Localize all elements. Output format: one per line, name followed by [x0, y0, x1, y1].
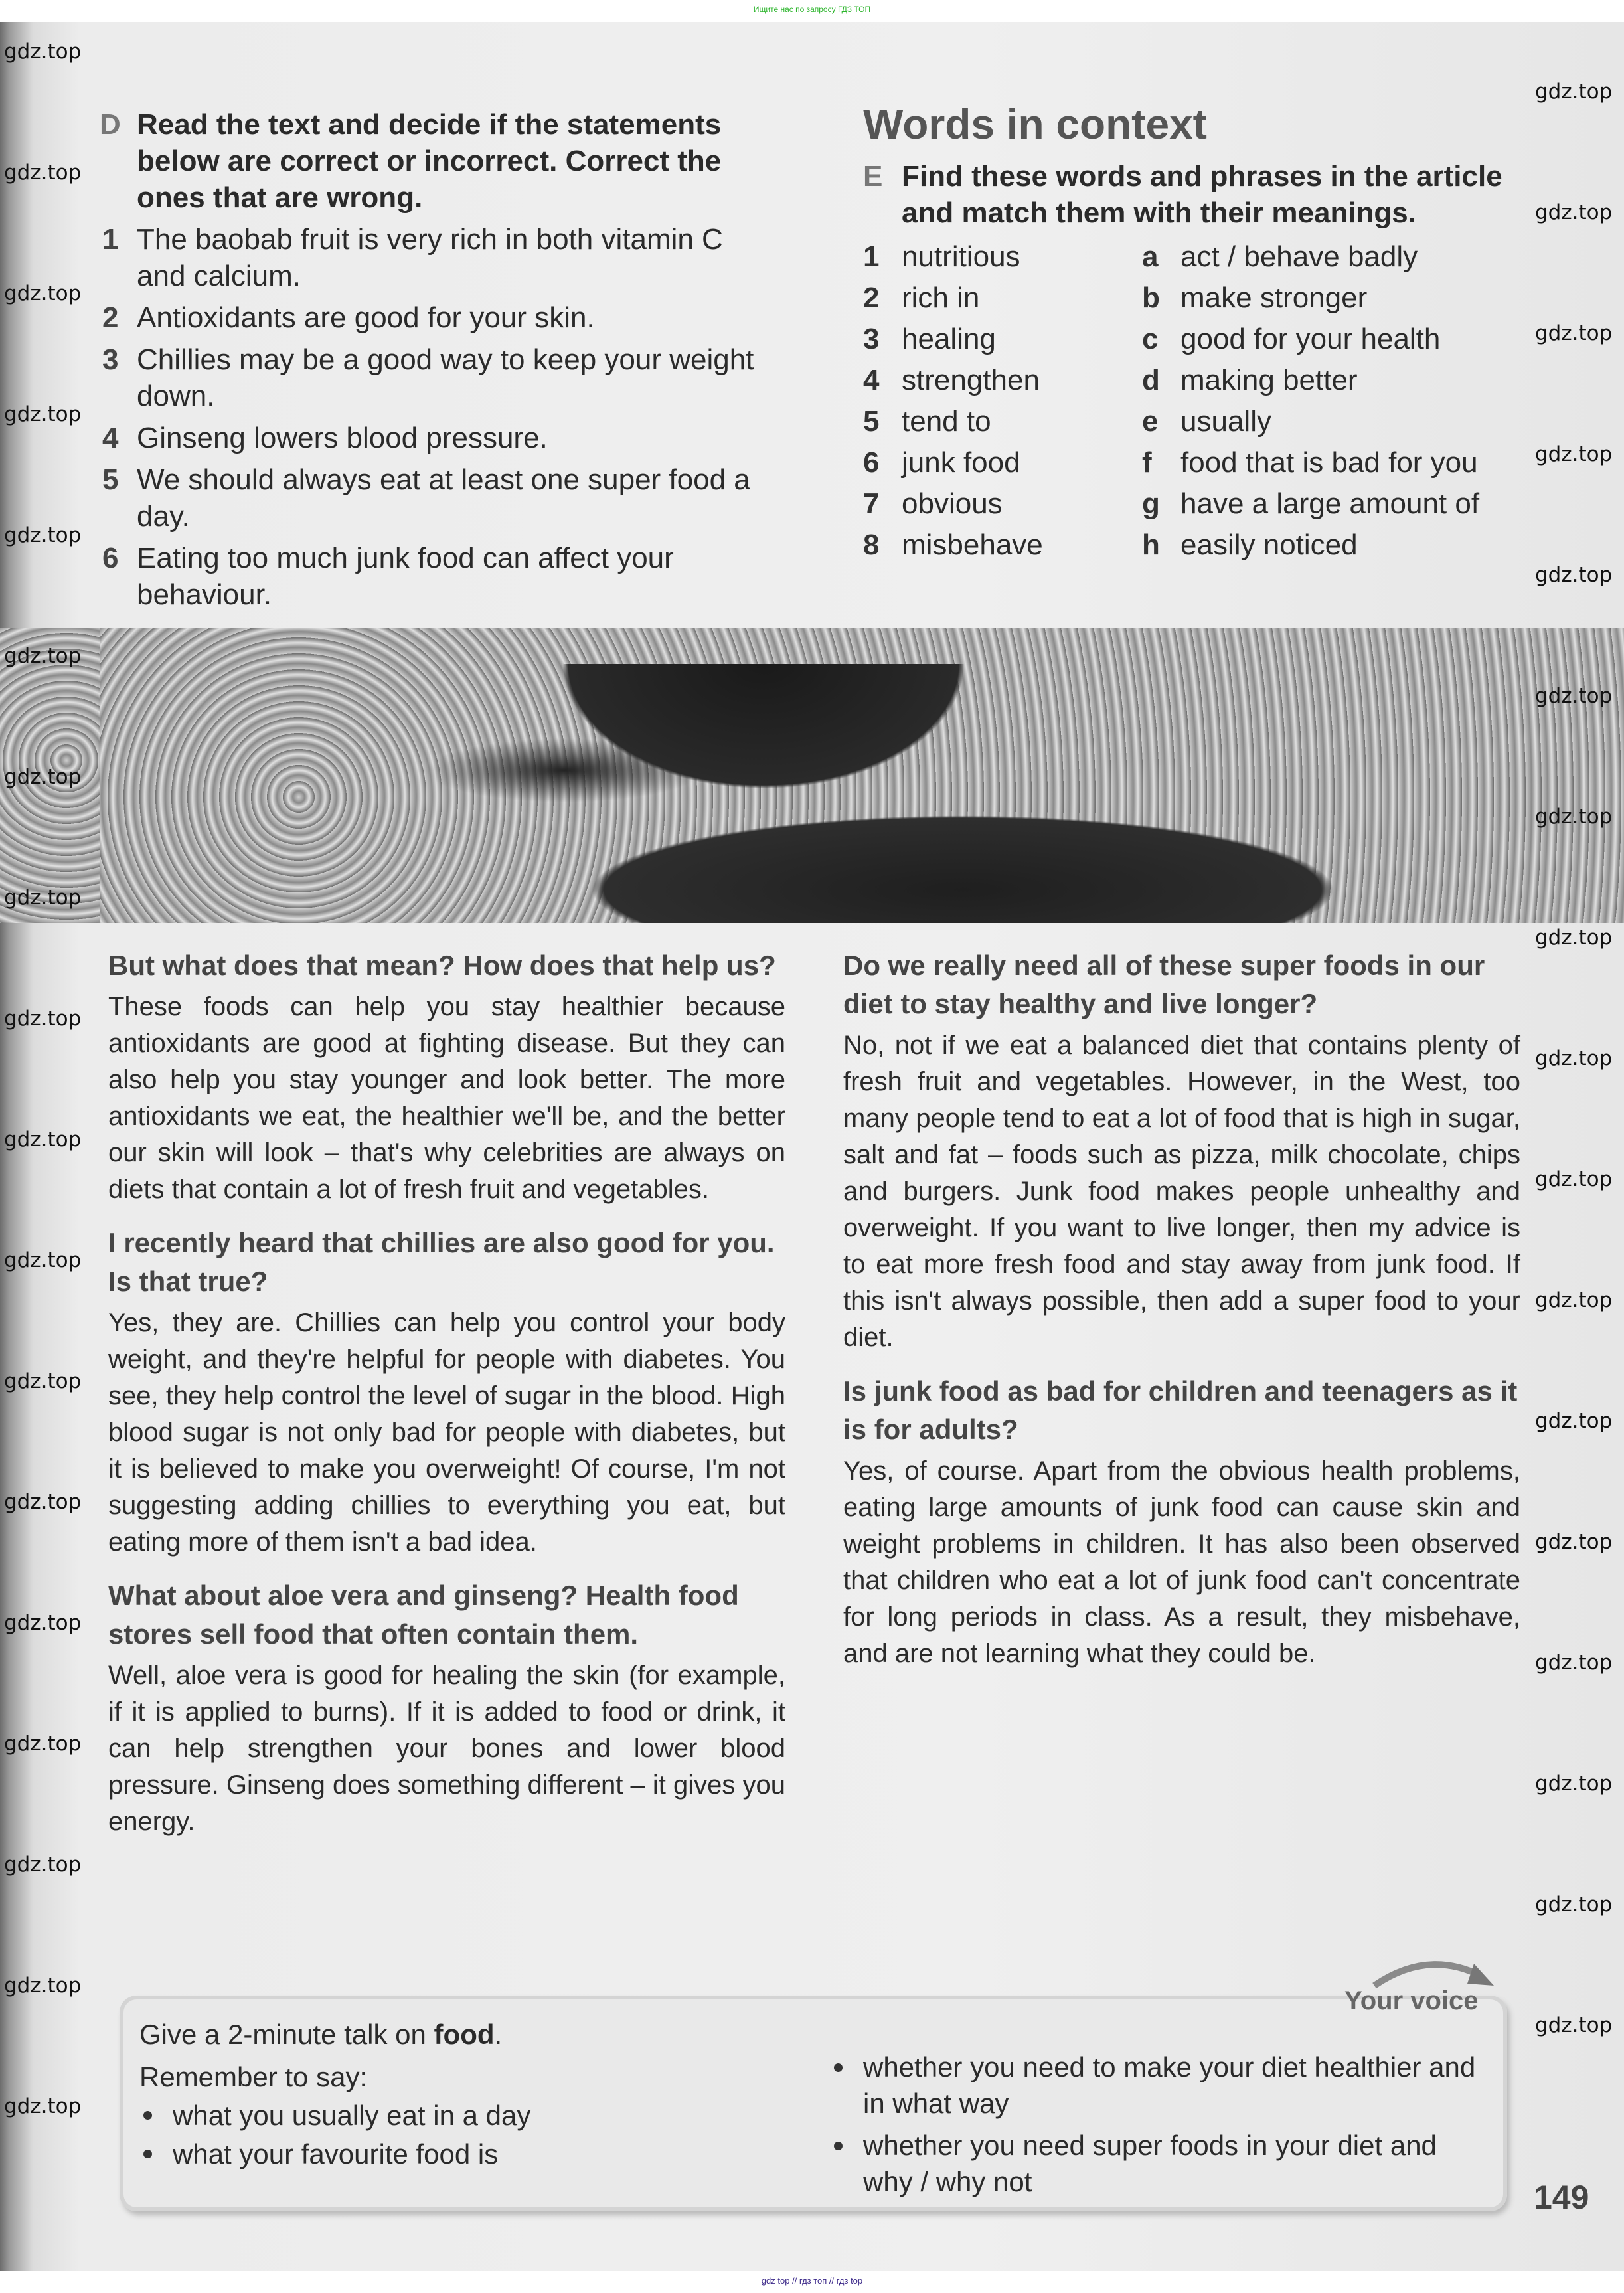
watermark: gdz.top: [1535, 321, 1613, 345]
word-number: 4: [863, 364, 880, 396]
word-item: [863, 401, 1142, 442]
statement-text: Antioxidants are good for your skin.: [137, 301, 595, 334]
word-text: healing: [902, 323, 996, 355]
statement: [100, 341, 770, 414]
watermark: gdz.top: [1535, 2013, 1613, 2037]
meaning-letter: c: [1142, 323, 1159, 355]
word-item: [863, 483, 1142, 525]
your-voice-points-right: [830, 2049, 1494, 2205]
word-text: tend to: [902, 405, 991, 438]
top-banner[interactable]: Ищите нас по запросу ГДЗ ТОП: [0, 0, 1624, 22]
statement-number: 4: [102, 422, 119, 454]
watermark: gdz.top: [1535, 563, 1613, 587]
article-answer: Yes, of course. Apart from the obvious health problems, eating large amounts of junk food can cause skin and weight problems in children. It has also been observed that children who eat a lot of junk food can't concentrate for long periods in class. As a result, they misbehave, and are not learning what they could be.: [843, 1456, 1520, 1668]
word-item: [863, 319, 1142, 360]
footer-links[interactable]: gdz top // гдз топ // гдз top: [761, 2276, 863, 2286]
meaning-text: good for your health: [1180, 323, 1441, 355]
watermark: gdz.top: [1535, 1772, 1613, 1796]
meaning-item: [1142, 483, 1527, 525]
statement-text: The baobab fruit is very rich in both vitamin C and calcium.: [137, 223, 723, 292]
statement: [100, 221, 770, 294]
meaning-item: [1142, 319, 1527, 360]
statement: [100, 540, 770, 613]
task-line: [139, 2015, 737, 2054]
article-right-column: [843, 946, 1520, 1688]
task-prefix: Give a 2-minute talk on: [139, 2019, 434, 2050]
statement-number: 6: [102, 542, 119, 574]
page-number: 149: [1534, 2179, 1589, 2216]
word-item: [863, 525, 1142, 566]
watermark: gdz.top: [4, 1853, 82, 1877]
meaning-item: [1142, 360, 1527, 401]
exercise-d: [100, 106, 770, 613]
word-number: 3: [863, 323, 880, 355]
word-text: strengthen: [902, 364, 1040, 396]
matching-grid: [863, 236, 1527, 566]
watermark: gdz.top: [4, 40, 82, 64]
word-number: 6: [863, 446, 880, 479]
exercise-instruction: Read the text and decide if the statements below are correct or incorrect. Correct the ones that are wrong.: [137, 108, 722, 214]
statement-number: 5: [102, 464, 119, 496]
word-item: [863, 442, 1142, 483]
word-number: 2: [863, 282, 880, 314]
talk-point: whether you need super foods in your diet and why / why not: [830, 2127, 1494, 2200]
watermark: gdz.top: [4, 1490, 82, 1514]
watermark: gdz.top: [4, 1369, 82, 1393]
meaning-item: [1142, 401, 1527, 442]
word-number: 7: [863, 487, 880, 520]
meaning-text: food that is bad for you: [1180, 446, 1478, 479]
statement-text: We should always eat at least one super food a day.: [137, 464, 750, 533]
watermark: gdz.top: [1535, 1893, 1613, 1916]
watermark: gdz.top: [1535, 1530, 1613, 1554]
chilli-photo-top: [100, 628, 1624, 664]
remember-label: Remember to say:: [139, 2061, 368, 2092]
talk-point: what you usually eat in a day: [139, 2096, 737, 2135]
article-answer: Yes, they are. Chillies can help you control your body weight, and they're helpful for people with diabetes. You see, they help control the level of sugar in the blood. High blood sugar is not only bad for people with diabetes, but it is believed to make you overweight! Of course, I'm not suggesting adding chillies to everything you eat, but eating more of them isn't a bad idea.: [108, 1308, 785, 1557]
statement-text: Eating too much junk food can affect your behaviour.: [137, 542, 674, 611]
article-question: Is junk food as bad for children and teenagers as it is for adults?: [843, 1375, 1518, 1445]
article-question: Do we really need all of these super foods in our diet to stay healthy and live longer?: [843, 950, 1485, 1019]
meaning-text: act / behave badly: [1180, 240, 1418, 273]
watermark: gdz.top: [4, 2094, 82, 2118]
watermark: gdz.top: [1535, 926, 1613, 950]
meaning-text: have a large amount of: [1180, 487, 1480, 520]
meaning-text: usually: [1180, 405, 1271, 438]
exercise-e: [863, 158, 1527, 231]
statement-text: Ginseng lowers blood pressure.: [137, 422, 548, 454]
watermark: gdz.top: [4, 765, 82, 789]
watermark: gdz.top: [4, 1248, 82, 1272]
meaning-item: [1142, 525, 1527, 566]
watermark: gdz.top: [4, 1007, 82, 1031]
statement: [100, 420, 770, 456]
meaning-item: [1142, 442, 1527, 483]
watermark: gdz.top: [1535, 201, 1613, 224]
article-question: But what does that mean? How does that help us?: [108, 950, 776, 981]
word-text: junk food: [902, 446, 1020, 479]
watermark: gdz.top: [4, 1974, 82, 1997]
task-topic: food: [434, 2019, 495, 2050]
watermark: gdz.top: [1535, 1288, 1613, 1312]
watermark: gdz.top: [4, 402, 82, 426]
statement: [100, 462, 770, 535]
watermark: gdz.top: [4, 282, 82, 305]
watermark: gdz.top: [4, 161, 82, 185]
watermark: gdz.top: [1535, 805, 1613, 829]
watermark: gdz.top: [4, 1732, 82, 1756]
word-text: misbehave: [902, 529, 1043, 561]
word-text: nutritious: [902, 240, 1020, 273]
meaning-letter: d: [1142, 364, 1160, 396]
exercise-letter: E: [863, 160, 883, 193]
article-answer: No, not if we eat a balanced diet that contains plenty of fresh fruit and vegetables. However, in the West, too many people tend to eat a lot of food that is high in sugar, salt and fat – foods such as pizza, milk chocolate, chips and burgers. Junk food makes people unhealthy and overweight. If you want to live longer, then my advice is to eat more fresh food and stay away from junk food. If this isn't always possible, then add a super food to your diet.: [843, 1031, 1520, 1352]
word-item: [863, 236, 1142, 278]
meaning-letter: b: [1142, 282, 1160, 314]
statement: [100, 299, 770, 336]
article-answer: Well, aloe vera is good for healing the skin (for example, if it is applied to burns). If it is added to food or drink, it can help strengthen your bones and lower blood pressure. Ginseng does something different – it gives you energy.: [108, 1661, 785, 1836]
meaning-letter: e: [1142, 405, 1159, 438]
meaning-text: easily noticed: [1180, 529, 1358, 561]
watermark: gdz.top: [1535, 80, 1613, 104]
meaning-text: make stronger: [1180, 282, 1368, 314]
word-number: 8: [863, 529, 880, 561]
article-question: I recently heard that chillies are also good for you. Is that true?: [108, 1227, 775, 1297]
words-in-context: [863, 100, 1527, 566]
talk-point: what your favourite food is: [139, 2135, 737, 2173]
statement-number: 3: [102, 343, 119, 376]
watermark: gdz.top: [4, 1611, 82, 1635]
watermark: gdz.top: [4, 1128, 82, 1151]
section-title: Words in context: [863, 100, 1207, 148]
watermark: gdz.top: [1535, 1651, 1613, 1675]
watermark: gdz.top: [1535, 1409, 1613, 1433]
talk-point: whether you need to make your diet healthier and in what way: [830, 2049, 1494, 2122]
exercise-instruction: Find these words and phrases in the article and match them with their meanings.: [902, 160, 1502, 229]
statement-number: 2: [102, 301, 119, 334]
meaning-item: [1142, 236, 1527, 278]
meaning-text: making better: [1180, 364, 1358, 396]
chilli-photo: [100, 664, 1624, 923]
article-left-column: [108, 946, 785, 1856]
task-suffix: .: [494, 2019, 503, 2050]
watermark: gdz.top: [1535, 1047, 1613, 1070]
meaning-item: [1142, 278, 1527, 319]
watermark: gdz.top: [4, 886, 82, 910]
word-number: 5: [863, 405, 880, 438]
meaning-letter: a: [1142, 240, 1159, 273]
word-number: 1: [863, 240, 880, 273]
watermark: gdz.top: [4, 644, 82, 668]
word-item: [863, 278, 1142, 319]
word-item: [863, 360, 1142, 401]
statement-number: 1: [102, 223, 119, 256]
statement-text: Chillies may be a good way to keep your weight down.: [137, 343, 754, 412]
watermark: gdz.top: [1535, 684, 1613, 708]
word-text: rich in: [902, 282, 980, 314]
article-question: What about aloe vera and ginseng? Health food stores sell food that often contain them.: [108, 1580, 739, 1650]
meaning-letter: f: [1142, 446, 1152, 479]
your-voice-title: Your voice: [1344, 1986, 1479, 2015]
watermark: gdz.top: [1535, 442, 1613, 466]
your-voice-task: [139, 2015, 737, 2173]
exercise-letter: D: [100, 108, 121, 141]
meaning-letter: h: [1142, 529, 1160, 561]
watermark: gdz.top: [4, 523, 82, 547]
word-text: obvious: [902, 487, 1003, 520]
meaning-letter: g: [1142, 487, 1160, 520]
article-answer: These foods can help you stay healthier because antioxidants are good at fighting disease. But they can also help you stay younger and look better. The more antioxidants we eat, the healthier we'll be, and the better our skin will look – that's why celebrities are always on diets that contain a lot of fresh fruit and vegetables.: [108, 992, 785, 1204]
watermark: gdz.top: [1535, 1167, 1613, 1191]
